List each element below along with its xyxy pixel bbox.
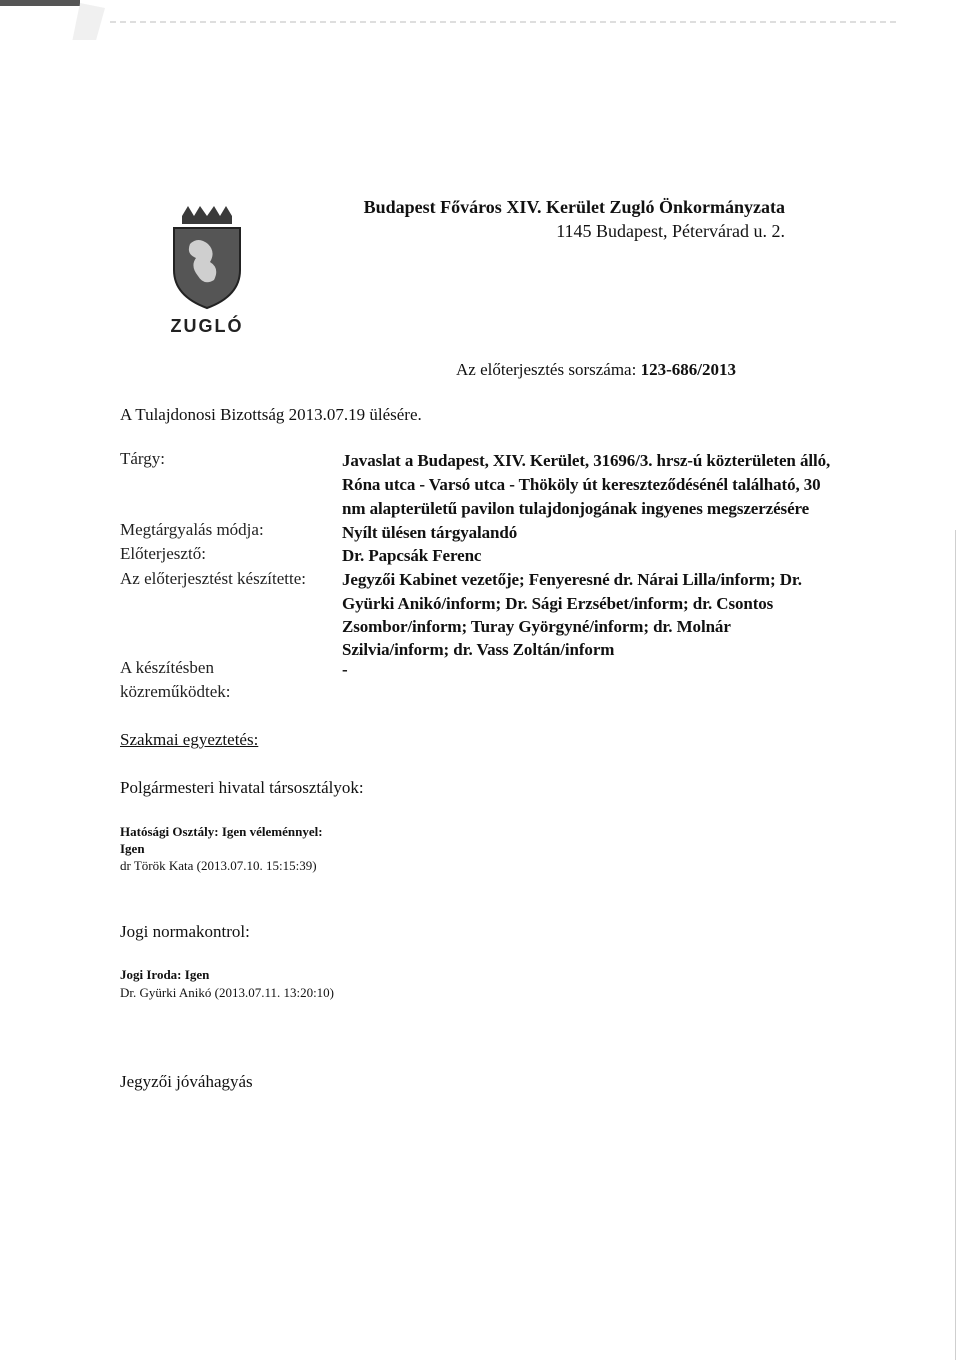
discussion-label: Megtárgyalás módja: [120,520,264,539]
prepared-line: Szilvia/inform; dr. Vass Zoltán/inform [342,640,615,659]
meeting-line: A Tulajdonosi Bizottság 2013.07.19 ülésére. [120,405,422,424]
prepared-label: Az előterjesztést készítette: [120,569,306,588]
authority-answer: Igen [120,841,145,856]
scan-edge-line [955,530,956,1360]
legal-line: Jogi Iroda: Igen [120,967,210,982]
prepared-line: Zsombor/inform; Turay Györgyné/inform; dr. Molnár [342,617,731,636]
proposal-number-line [456,360,736,380]
coat-of-arms-icon [168,204,246,336]
consultation-title: Szakmai egyeztetés: [120,730,259,749]
subject-line: Róna utca - Varsó utca - Thököly út kereszteződésénél található, 30 [342,475,821,494]
contributors-label: közreműködtek: [120,682,231,701]
subject-label: Tárgy: [120,449,166,468]
institution-name: Budapest Főváros XIV. Kerület Zugló Önkormányzata [363,197,785,217]
prepared-line: Jegyzői Kabinet vezetője; Fenyeresné dr. Nárai Lilla/inform; Dr. [342,570,802,589]
contributors-label: A készítésben [120,658,214,677]
departments-title: Polgármesteri hivatal társosztályok: [120,778,364,797]
proposal-number-label: Az előterjesztés sorszáma: [456,360,641,379]
subject-line: Javaslat a Budapest, XIV. Kerület, 31696/3. hrsz-ú közterületen álló, [342,451,831,470]
presenter-value: Dr. Papcsák Ferenc [342,546,482,565]
prepared-line: Gyürki Anikó/inform; Dr. Sági Erzsébet/inform; dr. Csontos [342,594,774,613]
contributors-value: - [342,660,348,679]
legal-signer: Dr. Gyürki Anikó (2013.07.11. 13:20:10) [120,985,335,1000]
subject-line: nm alapterületű pavilon tulajdonjogának ingyenes megszerzésére [342,499,810,518]
logo-lettering: ZUGLÓ [170,316,244,336]
proposal-number: 123-686/2013 [640,360,736,379]
presenter-label: Előterjesztő: [120,544,206,563]
institution-address: 1145 Budapest, Pétervárad u. 2. [556,221,785,241]
legal-title: Jogi normakontrol: [120,922,250,941]
scan-artifact [0,0,960,40]
discussion-value: Nyílt ülésen tárgyalandó [342,523,518,542]
authority-signer: dr Török Kata (2013.07.10. 15:15:39) [120,858,317,873]
notary-approval: Jegyzői jóváhagyás [120,1072,253,1091]
authority-line: Hatósági Osztály: Igen véleménnyel: [120,824,323,839]
